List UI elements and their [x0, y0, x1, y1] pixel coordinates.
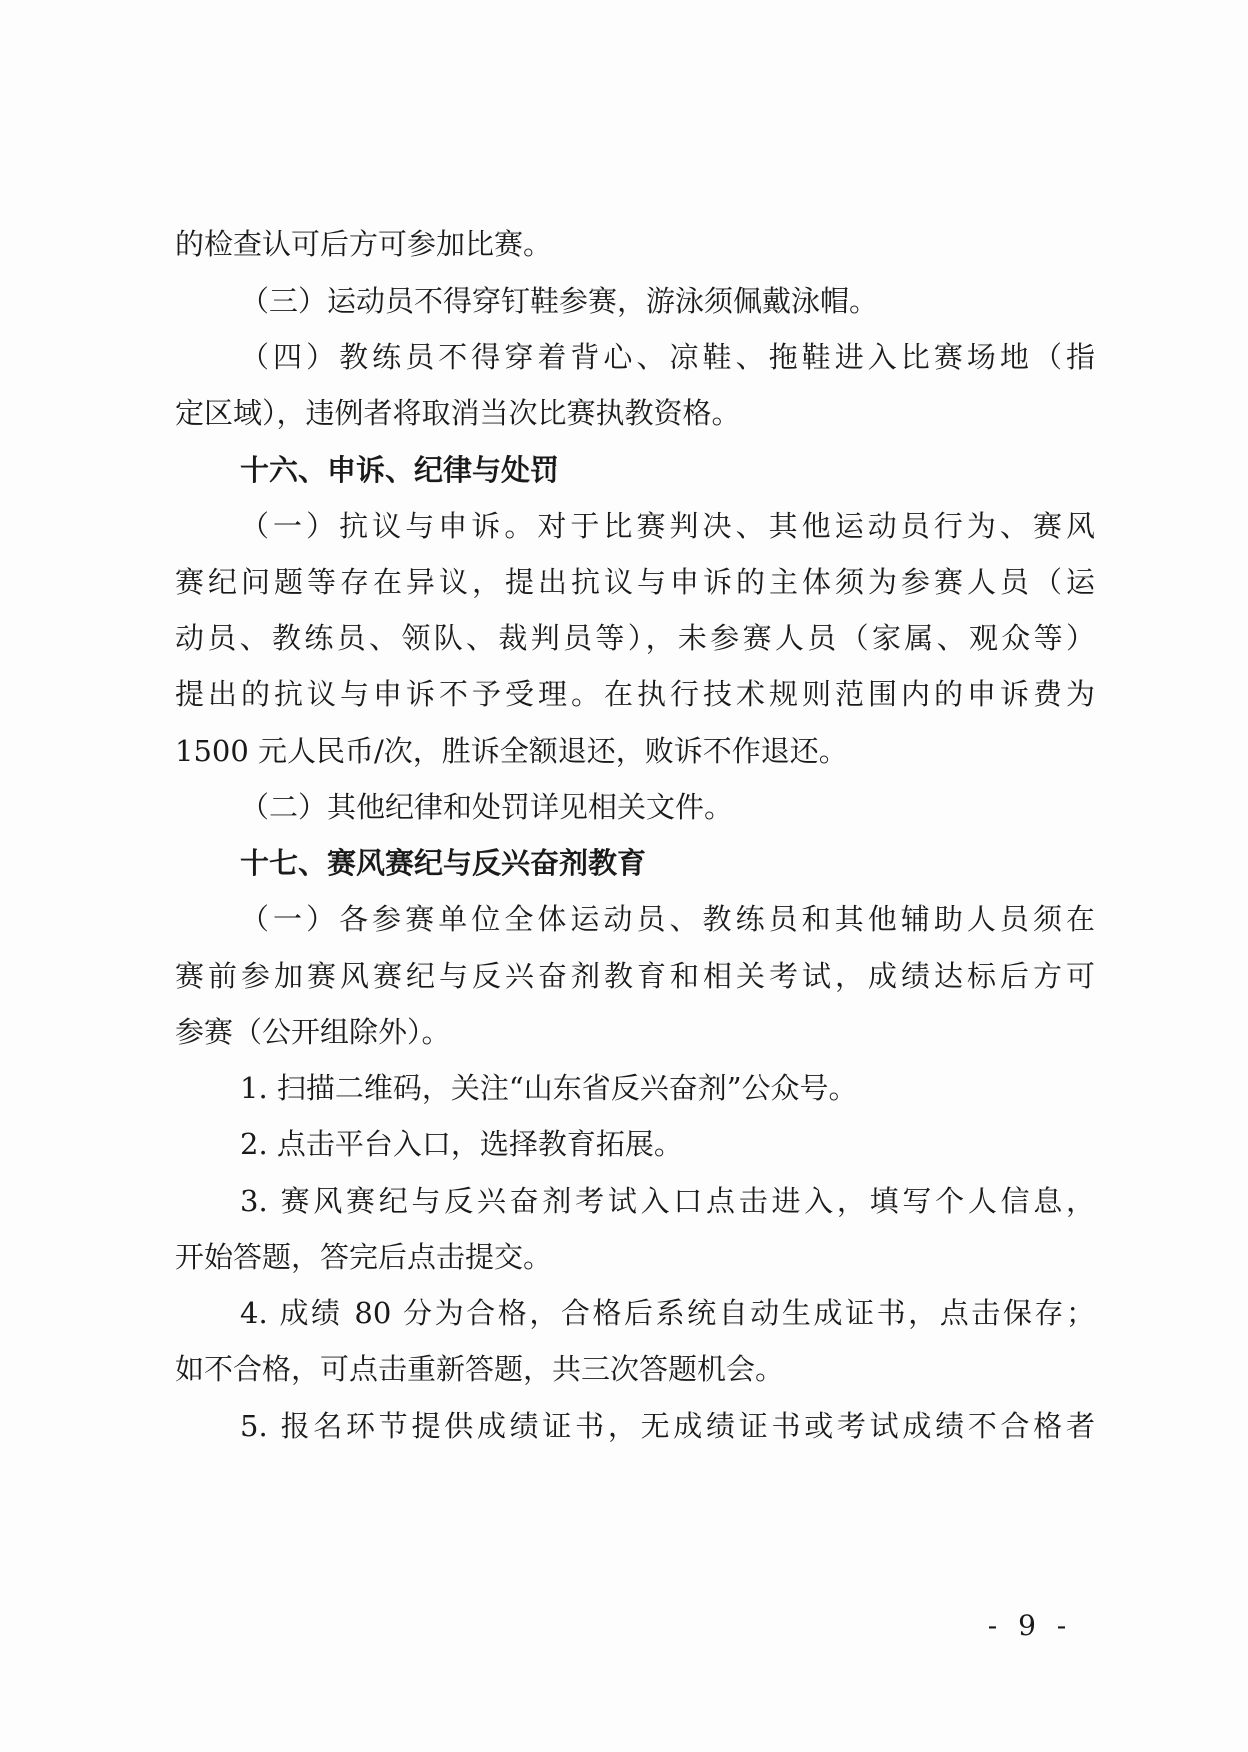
text-line-15: 参赛（公开组除外）。 [175, 1015, 451, 1049]
text-line-18: 3. 赛风赛纪与反兴奋剂考试入口点击进入，填写个人信息， [240, 1184, 1095, 1218]
text-line-10: 1500 元人民币/次，胜诉全额退还，败诉不作退还。 [175, 734, 848, 768]
section-heading-17: 十七、赛风赛纪与反兴奋剂教育 [240, 846, 647, 880]
text-line-14: 赛前参加赛风赛纪与反兴奋剂教育和相关考试，成绩达标后方可 [175, 959, 1095, 993]
text-line-4: 定区域），违例者将取消当次比赛执教资格。 [175, 396, 741, 430]
text-line-11: （二）其他纪律和处罚详见相关文件。 [240, 790, 734, 824]
text-line-19: 开始答题，答完后点击提交。 [175, 1240, 553, 1274]
text-line-7: 赛纪问题等存在异议，提出抗议与申诉的主体须为参赛人员（运 [175, 565, 1095, 599]
page-number: - 9 - [987, 1609, 1073, 1642]
text-line-9: 提出的抗议与申诉不予受理。在执行技术规则范围内的申诉费为 [175, 677, 1095, 711]
text-line-8: 动员、教练员、领队、裁判员等），未参赛人员（家属、观众等） [175, 621, 1095, 655]
text-line-22: 5. 报名环节提供成绩证书，无成绩证书或考试成绩不合格者 [240, 1409, 1095, 1443]
text-line-2: （三）运动员不得穿钉鞋参赛，游泳须佩戴泳帽。 [240, 284, 879, 318]
text-line-6: （一）抗议与申诉。对于比赛判决、其他运动员行为、赛风 [240, 509, 1095, 543]
text-line-13: （一）各参赛单位全体运动员、教练员和其他辅助人员须在 [240, 902, 1095, 936]
text-line-16: 1. 扫描二维码，关注“山东省反兴奋剂”公众号。 [240, 1071, 858, 1105]
section-heading-16: 十六、申诉、纪律与处罚 [240, 453, 560, 487]
text-line-17: 2. 点击平台入口，选择教育拓展。 [240, 1127, 683, 1161]
text-line-20: 4. 成绩 80 分为合格，合格后系统自动生成证书，点击保存； [240, 1296, 1095, 1330]
text-line-1: 的检查认可后方可参加比赛。 [175, 227, 553, 261]
text-line-3: （四）教练员不得穿着背心、凉鞋、拖鞋进入比赛场地（指 [240, 340, 1095, 374]
text-line-21: 如不合格，可点击重新答题，共三次答题机会。 [175, 1352, 785, 1386]
